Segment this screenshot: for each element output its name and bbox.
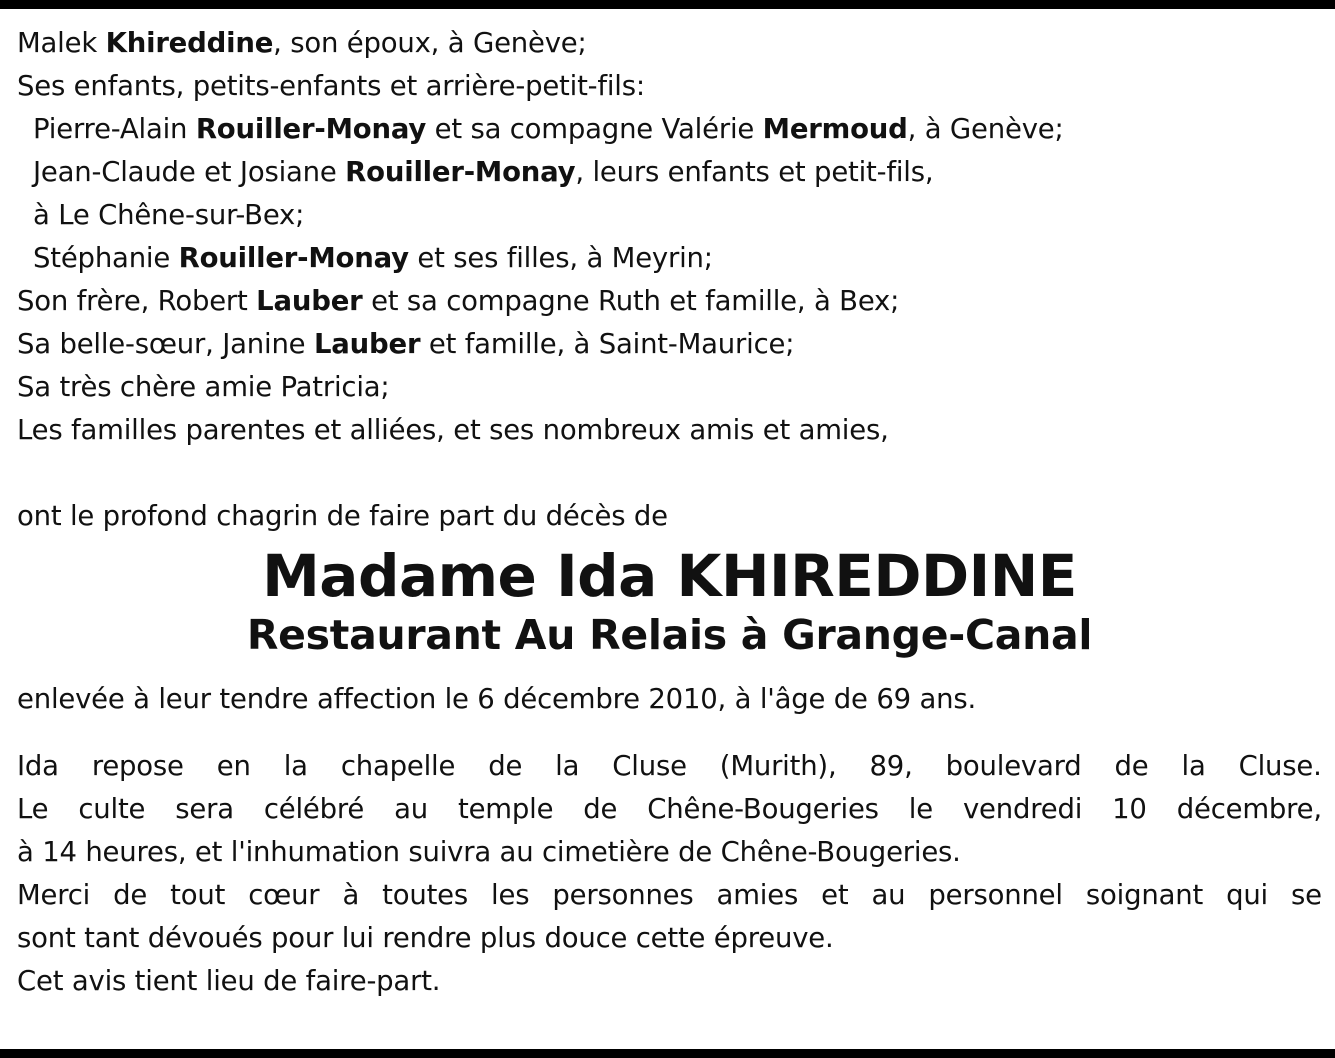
line-text: et sa compagne Valérie <box>426 113 763 145</box>
family-line <box>17 237 1322 280</box>
line-text: Malek <box>17 27 106 59</box>
line-text: et ses filles, à Meyrin; <box>408 242 713 274</box>
obituary-notice <box>17 22 1322 1003</box>
surname: Lauber <box>256 285 363 317</box>
announcement-intro: ont le profond chagrin de faire part du décès de <box>17 500 668 532</box>
details-line: Cet avis tient lieu de faire-part. <box>17 965 441 997</box>
surname: Rouiller-Monay <box>195 113 427 145</box>
line-text: Stéphanie <box>33 242 179 274</box>
family-line <box>17 280 1322 323</box>
line-text: Sa très chère amie Patricia; <box>17 371 390 403</box>
details-line: Ida repose en la chapelle de la Cluse (Murith), 89, boulevard de la Cluse. <box>17 750 1322 782</box>
line-text: Pierre-Alain <box>33 113 196 145</box>
family-list <box>17 22 1322 452</box>
funeral-details <box>17 745 1322 1003</box>
line-text: , leurs enfants et petit-fils, <box>575 156 934 188</box>
details-line: Le culte sera célébré au temple de Chêne-Bougeries le vendredi 10 décembre, <box>17 793 1322 825</box>
surname: Rouiller-Monay <box>345 156 576 188</box>
bottom-border-rule <box>0 1049 1335 1058</box>
surname: Khireddine <box>105 27 274 59</box>
details-line: sont tant dévoués pour lui rendre plus douce cette épreuve. <box>17 922 834 954</box>
death-statement: enlevée à leur tendre affection le 6 décembre 2010, à l'âge de 69 ans. <box>17 683 977 715</box>
surname: Rouiller-Monay <box>178 242 409 274</box>
surname: Mermoud <box>762 113 908 145</box>
line-text: Les familles parentes et alliées, et ses nombreux amis et amies, <box>17 414 889 446</box>
family-line <box>17 194 1322 237</box>
family-line <box>17 22 1322 65</box>
line-text: Son frère, Robert <box>17 285 257 317</box>
top-border-rule <box>0 0 1335 9</box>
details-line: à 14 heures, et l'inhumation suivra au cimetière de Chêne-Bougeries. <box>17 836 961 868</box>
family-line <box>17 366 1322 409</box>
family-line <box>17 409 1322 452</box>
line-text: à Le Chêne-sur-Bex; <box>33 199 305 231</box>
family-line <box>17 108 1322 151</box>
surname: Lauber <box>313 328 421 360</box>
line-text: Sa belle-sœur, Janine <box>17 328 314 360</box>
line-text: , à Genève; <box>907 113 1064 145</box>
details-line: Merci de tout cœur à toutes les personnes amies et au personnel soignant qui se <box>17 879 1322 911</box>
line-text: , son époux, à Genève; <box>273 27 587 59</box>
family-line <box>17 323 1322 366</box>
family-line <box>17 151 1322 194</box>
deceased-name: Madame Ida KHIREDDINE <box>262 542 1077 610</box>
deceased-subtitle: Restaurant Au Relais à Grange-Canal <box>246 611 1093 659</box>
line-text: Ses enfants, petits-enfants et arrière-petit-fils: <box>17 70 645 102</box>
line-text: Jean-Claude et Josiane <box>33 156 346 188</box>
line-text: et sa compagne Ruth et famille, à Bex; <box>362 285 900 317</box>
line-text: et famille, à Saint-Maurice; <box>420 328 795 360</box>
family-line <box>17 65 1322 108</box>
